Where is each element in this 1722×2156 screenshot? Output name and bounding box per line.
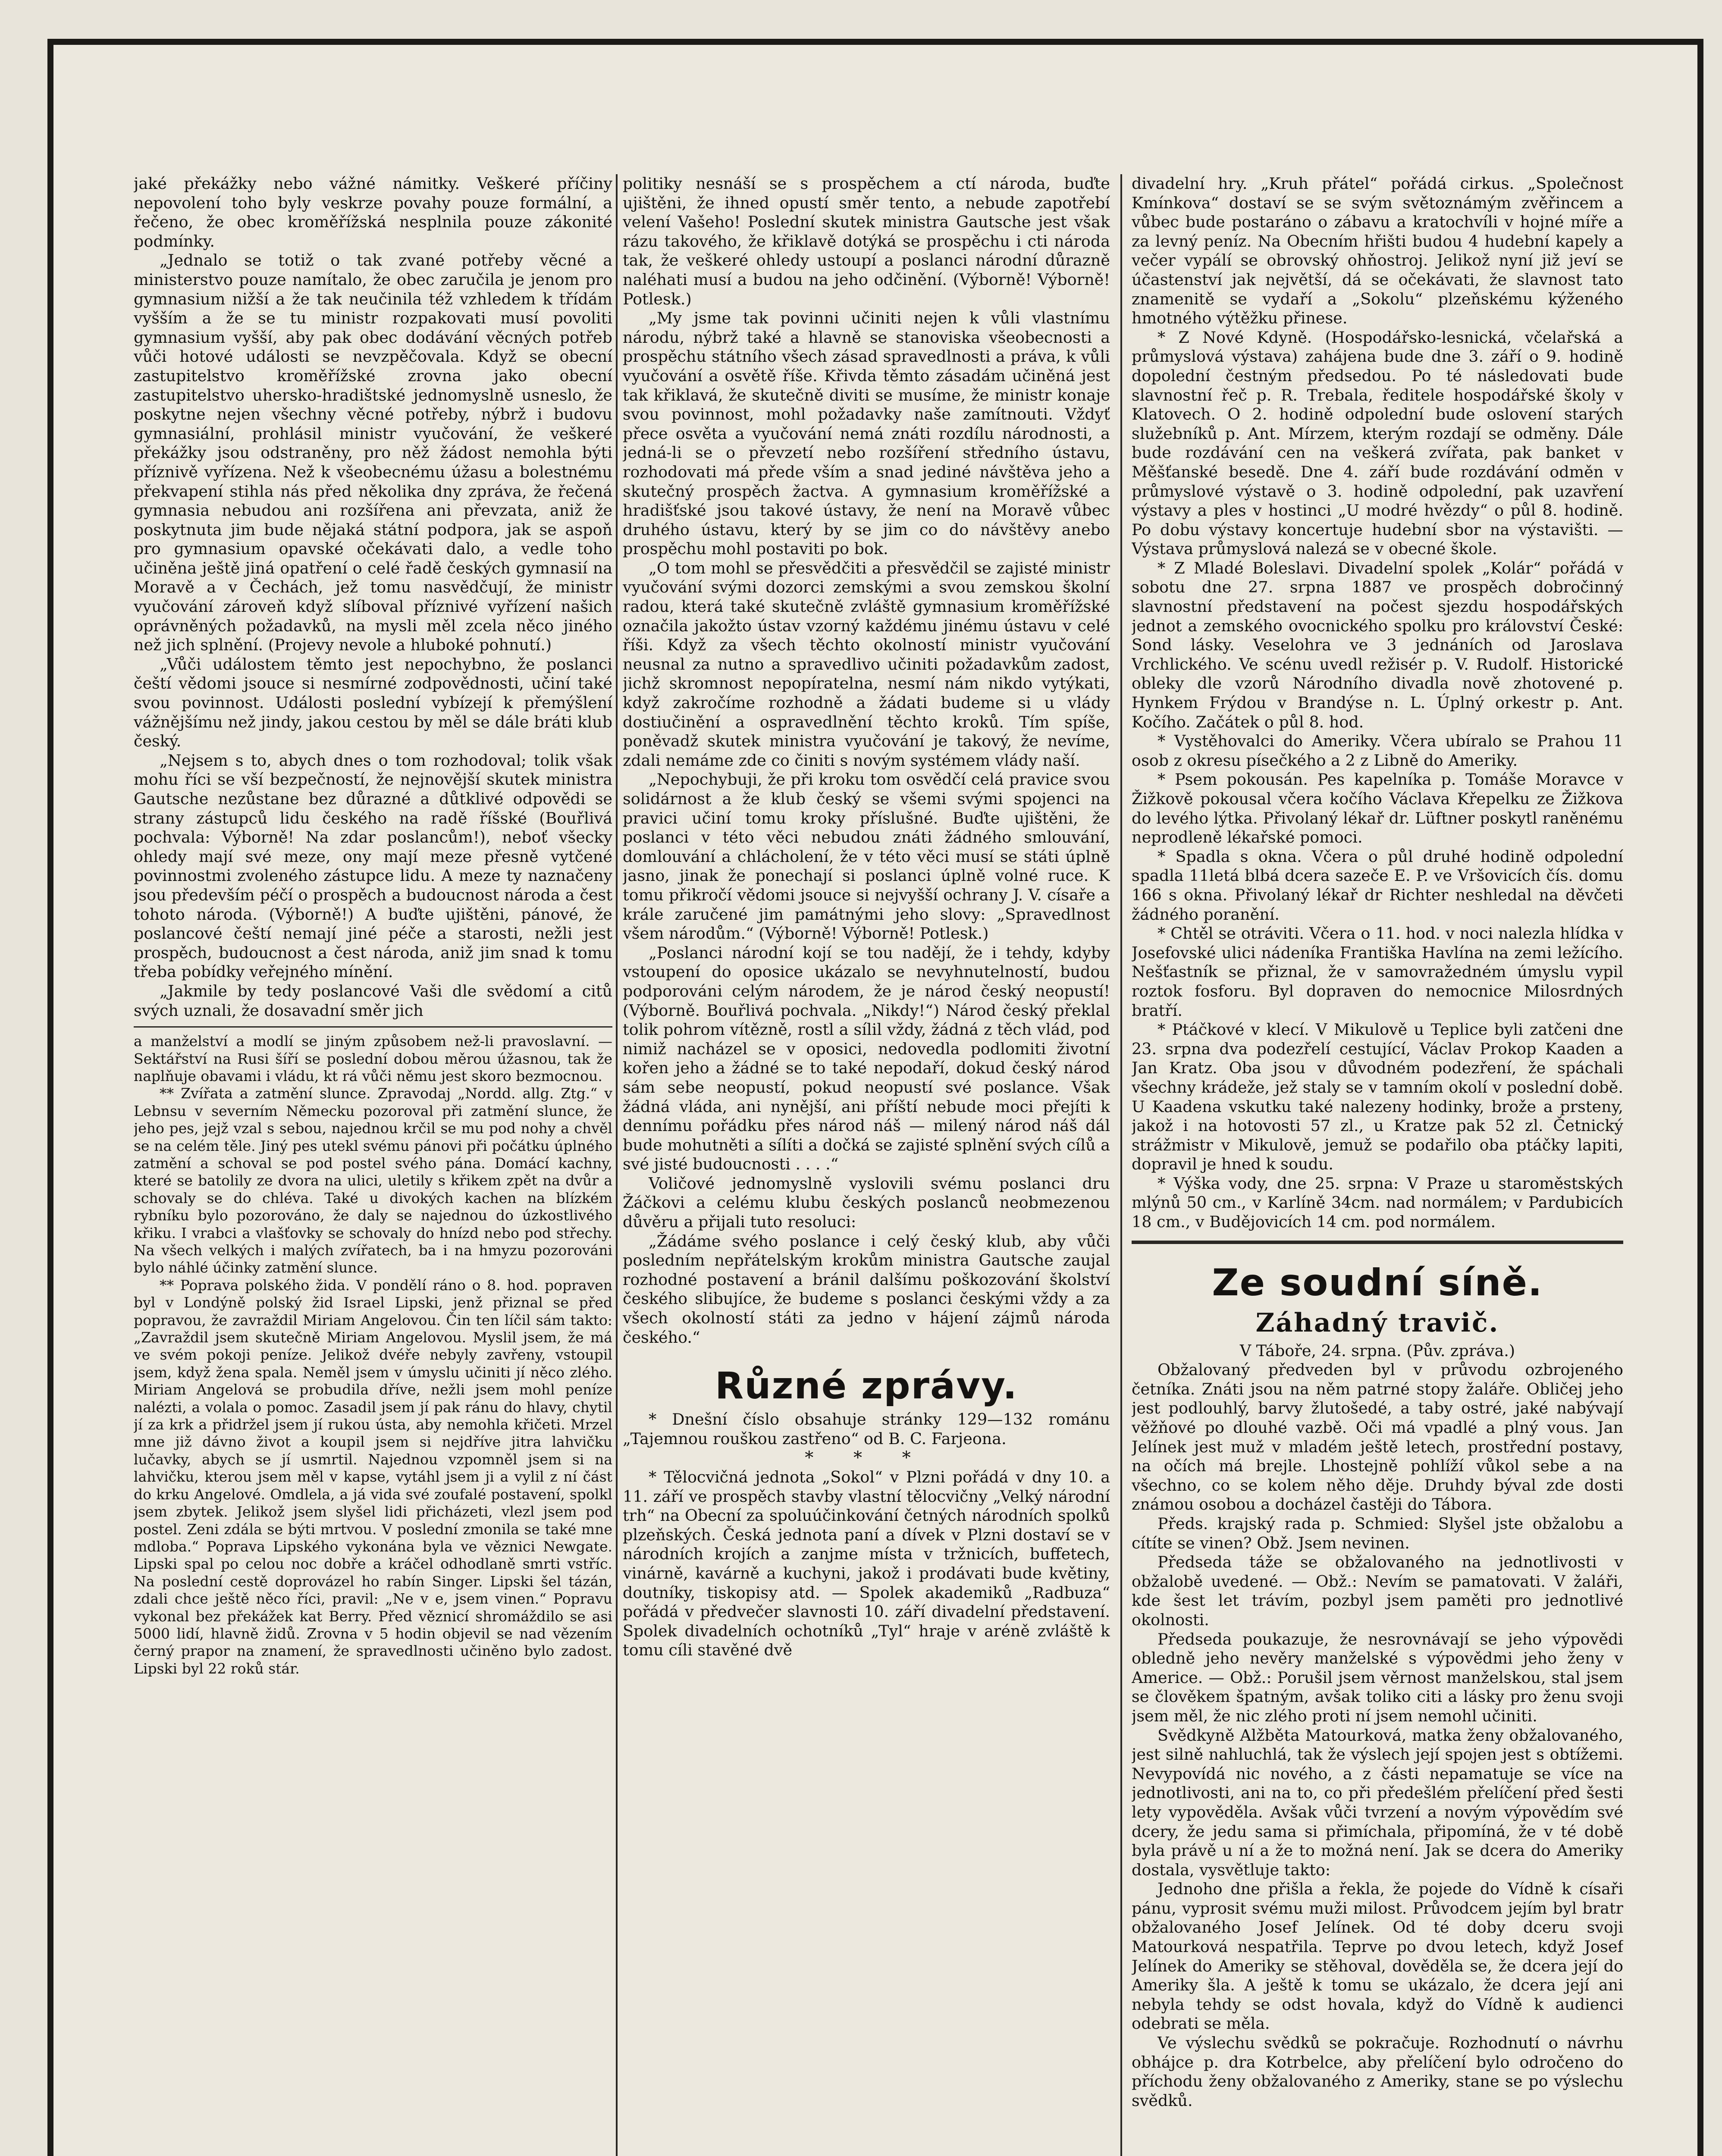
feuilleton-paragraph: a manželství a modlí se jiným způsobem než-li pravoslavní. — Sektářství na Rusi šíří se poslední dobou měrou úžasnou, tak že naplňuje obavami i vládu, kt rá vůči němu jest skoro bezmocnou. [134,1033,612,1084]
article-paragraph: jaké překážky nebo vážné námitky. Veškeré příčiny nepovolení toho byly veskrze povahy pouze formální, a řečeno, že obec kroměřížská nesplnila pouze zákonité podmínky. [134,174,612,251]
court-paragraph: Jednoho dne přišla a řekla, že pojede do Vídně k císaři pánu, vyprosit svému muži milost. Průvodcem jejím byl bratr obžalovaného Josef Jelínek. Od té doby dceru svoji Matourková nespatřila. Teprve po dvou letech, když Josef Jelínek do Ameriky se stěhoval, dověděla se, že dcera její do Ameriky šla. A ještě k tomu se ukázalo, že dcera její ani nebyla tehdy se odst hovala, když do Vídně k audienci odebrati se měla. [1132,1880,1623,2033]
news-item: * Psem pokousán. Pes kapelníka p. Tomáše Moravce v Žižkově pokousal včera kočího Václava Křepelku ze Žižkova do levého lýtka. Přivolaný lékař dr. Lüftner poskytl raněnému neprodleně lékařské pomoci. [1132,770,1623,847]
section-divider [1132,1241,1623,1244]
article-subheading: Záhadný travič. [1255,1307,1499,1338]
feuilleton-paragraph: ** Zvířata a zatmění slunce. Zpravodaj „Nordd. allg. Ztg.“ v Lebnsu v severním Německu pozoroval při zatmění slunce, že jeho pes, jejž vzal s sebou, najednou krčil se mu pod nohy a chvěl se na celém těle. Jiný pes utekl svému pánovi při počátku úplného zatmění a schoval se pod postel svého pána. Domácí kachny, které se batolily ze dvora na ulici, uletily s křikem zpět na dvůr a schovaly se do chléva. Také u divokých kachen na blízkém rybníku bylo pozorováno, že daly se najednou do úzkostlivého křiku. I vrabci a vlašťovky se schovaly do hnízd nebo pod střechy. Na všech velkých i malých zvířatech, ba i na hmyzu pozorováni bylo náhlé účinky zatmění slunce. [134,1085,612,1276]
court-paragraph: Svědkyně Alžběta Matourková, matka ženy obžalovaného, jest silně nahluchlá, tak že výslech její spojen jest s obtížemi. Nevypovídá nic nového, a z části nepamatuje se více na jednotlivosti, ani na to, co při předešlém přelíčení před šesti lety vypověděla. Avšak vůči tvrzení a novým výpovědím své dcery, že jedu sama si přimíchala, připomíná, že v té době byla právě u ní a že to možná není. Jak se dcera do Ameriky dostala, vysvětluje takto: [1132,1726,1623,1879]
court-paragraph: Obžalovaný předveden byl v průvodu ozbrojeného četníka. Znáti jsou na něm patrné stopy žaláře. Obličej jeho jest podlouhlý, barvy žlutošedé, a taby ostré, jaké nabývají věžňové po dlouhé vazbě. Oči má vpadlé a plný vous. Jan Jelínek jest muž v mladém ještě letech, prostřední postavy, na očích má brejle. Lhostejně pohlíží vůkol sebe a na všechno, co se kolem něho děje. Druhdy býval zde dosti známou osobou a docházel častěji do Tábora. [1132,1360,1623,1514]
news-item: * Z Mladé Boleslavi. Divadelní spolek „Kolár“ pořádá v sobotu dne 27. srpna 1887 ve prospěch dobročinný slavnostní představení na počest sjezdu hospodářských jednot a zemského ovocnického spolku pro království České: Sond lásky. Veselohra ve 3 jednáních od Jaroslava Vrchlického. Ve scénu uvedl režisér p. V. Rudolf. Historické obleky dle vzorů Národního divadla nově zhotovené p. Hynkem Frýdou v Brandýse n. L. Úplný orkestr p. Ant. Kočího. Začátek o půl 8. hod. [1132,558,1623,731]
column-rule [616,174,618,2156]
dateline: V Táboře, 24. srpna. (Pův. zpráva.) [1239,1341,1515,1360]
column-right [1132,174,1623,2156]
news-item: * Spadla s okna. Včera o půl druhé hodině odpolední spadla 11letá blbá dcera sazeče E. P. ve Vršovicích čís. domu 166 s okna. Přivolaný lékař dr Richter neshledal na děvčeti žádného poranění. [1132,847,1623,924]
court-paragraph: Předseda táže se obžalovaného na jednotlivosti v obžalobě uvedené. — Obž.: Nevím se pamatovati. V žaláři, kde šest let trávím, pozbyl jsem paměti pro jednotlivé okolnosti. [1132,1553,1623,1629]
article-paragraph: „Nejsem s to, abych dnes o tom rozhodoval; tolik však mohu říci se vší bezpečností, že nejnovější skutek ministra Gautsche nezůstane bez důrazné a důtklivé odpovědi se strany zástupců lidu českého na radě říšské (Bouřlivá pochvala: Výborně! Na zdar poslancům!), neboť všecky ohledy mají své meze, ony mají meze přesně vytčené povinnostmi zvoleného zástupce lidu. A meze ty naznačeny jsou především péčí o prospěch a budoucnost národa a čest tohoto národa. (Výborně!) A buďte ujištěni, pánové, že poslancové čeští nemají jiné péče a starosti, nežli jest prospěch, budoucnost a čest národa, aniž jim snad k tomu třeba pobídky veřejného mínění. [134,751,612,981]
section-heading-court: Ze soudní síně. [1212,1261,1543,1304]
feuilleton-paragraph: ** Poprava polského žida. V pondělí ráno o 8. hod. popraven byl v Londýně polský žid Israel Lipski, jenž přiznal se před popravou, že zavraždil Miriam Angelovou. Čin ten líčil sám takto: „Zavraždil jsem skutečně Miriam Angelovou. Myslil jsem, že má ve svém pokoji peníze. Jelikož dvéře nebyly zavřeny, vstoupil jsem, když žena spala. Neměl jsem v úmyslu učiniti jí něco zlého. Miriam Angelová se probudila dříve, nežli jsem mohl peníze nalézti, a volala o pomoc. Zasadil jsem jí pak ránu do hlavy, chytil jí za krk a přidržel jsem jí rukou ústa, aby nemohla křičeti. Mrzel mne již dávno život a koupil jsem si nejdříve jitra lahvičku lučavky, abych se jí usmrtil. Najednou vzpomněl jsem si na lahvičku, kterou jsem měl v kapse, vytáhl jsem ji a vylil z ní část do krku Angelové. Omdlela, a já vida své zoufalé postavení, spolkl jsem zbytek. Jelikož jsem slyšel lidi přicházeti, vlezl jsem pod postel. Zeni zdála se býti mrtvou. V poslední zmonila se také mne mdloba.“ Poprava Lipského vykonána byla ve věznici Newgate. Lipski spal po celou noc dobře a kráčel odhodlaně smrti vstříc. Na poslední cestě doprovázel ho rabín Singer. Lipski šel tázán, zdali chce ještě něco říci, pravil: „Ne v e, jsem vinen.“ Popravu vykonal bez překážek kat Berry. Před věznicí shromáždilo se asi 5000 lidí, hlavně židů. Zrovna v 5 hodin objevil se nad vězením černý prapor na znamení, že spravedlnosti učiněno bylo zadost. Lipski byl 22 roků stár. [134,1276,612,1677]
article-paragraph: „O tom mohl se přesvědčiti a přesvědčil se zajisté ministr vyučování svými dozorci zemskými a svou zemskou školní radou, která také skutečně zvláště gymnasium kroměřížské označila jakožto ústav vzorný každému jinému ústavu v celé říši. Když za všech těchto okolností ministr vyučování neusnal za nutno a spravedlivo učiniti požadavkům zadost, jichž skromnost nepopíratelna, nesmí nám nikdo vytýkati, když zakročíme rozhodně a žádati budeme si u vlády dostiučinění a ospravedlnění těchto kroků. Tím spíše, poněvadž skutek ministra vyučování je takový, že nevíme, zdali nemáme zde co činiti s novým systémem vlády naší. [623,558,1110,770]
article-paragraph: politiky nesnáší se s prospěchem a ctí národa, buďte ujištěni, že ihned opustí směr tento, a nebude zapotřebí velení Vašeho! Poslední skutek ministra Gautsche jest však rázu takového, že křiklavě dotýká se prospěchu i cti národa tak, že veškeré ohledy ustoupí a poslanci národní důrazně naléhati musí a budou na jeho odčinění. (Výborně! Výborně! Potlesk.) [623,174,1110,308]
column-middle [623,174,1110,2156]
section-divider [134,1026,612,1028]
column-left [134,174,612,2156]
news-item: divadelní hry. „Kruh přátel“ pořádá cirkus. „Společnost Kmínkova“ dostaví se se svým světoznámým zvěřincem a vůbec bude postaráno o zábavu a kratochvíli v hojné míře a za levný peníz. Na Obecním hřišti budou 4 hudební kapely a večer vypálí se obrovský ohňostroj. Jelikož nyní již jeví se účastenství jak největší, dá se očekávati, že slavnost tato znamenitě se vydaří a „Sokolu“ plzeňskému kýženého hmotného výtěžku přinese. [1132,174,1623,328]
news-item: * Ptáčkové v klecí. V Mikulově u Teplice byli zatčeni dne 23. srpna dva podezřelí cestující, Václav Prokop Kaaden a Jan Kratz. Oba jsou v důvodném podezření, že spáchali všechny krádeže, jež staly se v tamním okolí v poslední době. U Kaadena vskutku také nalezeny hodinky, brože a prsteny, jakož i na hotovosti 57 zl., u Kratze pak 52 zl. Četnický strážmistr v Mikulově, jemuž se podařilo oba ptáčky lapiti, dopravil je hned k soudu. [1132,1020,1623,1174]
section-heading-news: Různé zprávy. [715,1364,1018,1408]
court-paragraph: Předseda poukazuje, že nesrovnávají se jeho výpovědi obledně jeho nevěry manželské s výpovědmi jeho ženy v Americe. — Obž.: Porušil jsem věrnost manželskou, stal jsem se člověkem špatným, avšak toliko citi a lásky pro ženu svoji jsem měl, že nic zlého proti ní jsem nemohl učiniti. [1132,1630,1623,1725]
news-item: * Výška vody, dne 25. srpna: V Praze u staroměstských mlýnů 50 cm., v Karlíně 34cm. nad normálem; v Pardubicích 18 cm., v Budějovicích 14 cm. pod normálem. [1132,1174,1623,1232]
article-paragraph: „Vůči událostem těmto jest nepochybno, že poslanci čeští vědomi jsouce si nesmírné zodpovědnosti, učiní také svou povinnost. Události poslední vybízejí k přemýšlení vážnějšímu než jindy, jakou cestou by měl se dále bráti klub český. [134,655,612,751]
article-paragraph: „Nepochybuji, že při kroku tom osvědčí celá pravice svou solidárnost a že klub český se všemi svými spojenci na pravici učiní tomu kroky příslušné. Buďte ujištěni, že poslanci v této věci nebudou znáti žádného smlouvání, domlouvání a chlácholení, že v této věci musí se státi úplně jasno, jinak že ponechají si poslanci úplně volné ruce. K tomu přikročí vědomi jsouce si nejvyšší ochrany J. V. císaře a krále zaručené jim památnými jeho slovy: „Spravedlnost všem národům.“ (Výborně! Výborně! Potlesk.) [623,770,1110,943]
article-paragraph: „Jednalo se totiž o tak zvané potřeby věcné a ministerstvo pouze namítalo, že obec zaručila je jenom pro gymnasium nižší a že tak neučinila též vzhledem k třídám vyšším a že se tu ministr rozpakovati musí povoliti gymnasium vyšší, aby pak obec dodávání věcných potřeb vůči hotové události se nevzpěčovala. Když se obecní zastupitelstvo kroměřížské zrovna jako obecní zastupitelstvo uhersko-hradištské jednomyslně usneslo, že poskytne nejen všechny věcné potřeby, nýbrž i budovu gymnasiální, prohlásil ministr vyučování, že veškeré překážky jsou odstraněny, pro něž žádost nemohla býti příznivě vyřízena. Než k všeobecnému úžasu a bolestnému překvapení stihla nás před několika dny zpráva, že řečená gymnasia nebudou ani rozšířena ani převzata, aniž že poskytnuta jim bude nějaká státní podpora, jak se aspoň pro gymnasium opavské očekávati dalo, a vedle toho učiněna ještě jiná opatření o celé řadě českých gymnasií na Moravě a v Čechách, jež tomu nasvědčují, že ministr vyučování zároveň když slíboval příznivé vyřízení našich oprávněných požadavků, na mysli měl zcela něco jiného než jich splnění. (Projevy nevole a hluboké pohnutí.) [134,251,612,655]
news-item: * Dnešní číslo obsahuje stránky 129—132 románu „Tajemnou rouškou zastřeno“ od B. C. Farjeona. [623,1410,1110,1448]
newspaper-page [47,39,1703,2156]
news-item: * Chtěl se otráviti. Včera o 11. hod. v noci nalezla hlídka v Josefovské ulici nádeníka Františka Havlína na zemi ležícího. Nešťastník se přiznal, že v samovražedném úmyslu vypil roztok fosforu. Byl dopraven do nemocnice Milosrdných bratří. [1132,924,1623,1020]
article-paragraph: „Žádáme svého poslance i celý český klub, aby vůči posledním nepřátelským krokům ministra Gautsche zaujal rozhodné postavení a bránil dalšímu poškozování školství českého slibujíce, že budeme s poslanci českými vždy a za všech okolností státi za jedno v hájení zájmů národa českého.“ [623,1232,1110,1347]
news-item: * Z Nové Kdyně. (Hospodářsko-lesnická, včelařská a průmyslová výstava) zahájena bude dne 3. září o 9. hodině dopolední čestným předsedou. Po té následovati bude slavnostní řeč p. R. Trebala, ředitele hospodářské školy v Klatovech. O 2. hodině odpolední bude oslovení starých služebníků p. Ant. Mírzem, kterým rozdají se odměny. Dále bude rozdávání cen na veškerá zvířata, pak banket v Měšťanské besedě. Dne 4. září bude rozdávání odměn v průmyslové výstavě o 3. hodině odpolední, pak uzavření výstavy a ples v hostinci „U modré hvězdy“ o půl 8. hodině. Po dobu výstavy koncertuje hudební sbor na výstavišti. — Výstava průmyslová nalezá se v obecné škole. [1132,328,1623,558]
article-paragraph: „My jsme tak povinni učiniti nejen k vůli vlastnímu národu, nýbrž také a hlavně se stanoviska všeobecnosti a prospěchu státního všech zásad spravedlnosti a práva, k vůli vyučování a osvětě říše. Křivda těmto zásadám učiněná jest tak křiklavá, že skutečně diviti se musíme, že ministr konaje svou povinnost, mohl požadavky naše zamítnouti. Vždyť přece osvěta a vyučování nemá znáti rozdílu národnosti, a jedná-li se o převzetí nebo rozšíření středního ústavu, rozhodovati má přede vším a snad jediné návštěva jeho a skutečný prospěch žactva. A gymnasium kroměřížské a hradišťské jsou takové ústavy, že není na Moravě vůbec druhého ústavu, který by se jim co do návštěvy anebo prospěchu mohl postaviti po bok. [623,309,1110,558]
court-paragraph: Ve výslechu svědků se pokračuje. Rozhodnutí o návrhu obhájce p. dra Kotrbelce, aby přelíčení bylo odročeno do příchodu ženy obžalovaného z Ameriky, stane se po výslechu svědků. [1132,2034,1623,2110]
column-rule [1120,174,1122,2156]
separator-stars: * * * [805,1448,928,1468]
news-item: * Tělocvičná jednota „Sokol“ v Plzni pořádá v dny 10. a 11. září ve prospěch stavby vlastní tělocvičny „Velký národní trh“ na Obecní za spoluúčinkování četných národních spolků plzeňských. Česká jednota paní a dívek v Plzni dostaví se v národních krojích a zanjme místa v tržnicích, buffetech, vinárně, kavárně a kuchyni, jakož i prodávati bude květiny, doutníky, tiskopisy atd. — Spolek akademiků „Radbuza“ pořádá v předvečer slavnosti 10. září divadelní představení. Spolek divadelních ochotníků „Tyl“ hraje v aréně zvláště k tomu cíli stavěné dvě [623,1468,1110,1660]
article-paragraph: „Poslanci národní kojí se tou nadějí, že i tehdy, kdyby vstoupení do oposice ukázalo se nevyhnutelností, budou podporováni celým národem, že je národ český neopustí! (Výborně. Bouřlivá pochvala. „Nikdy!“) Národ český překlal tolik pohrom vítězně, rostl a sílil vždy, žádná z těch vlád, pod nimiž nacházel se v oposici, nedovedla podlomiti životní kořen jeho a žádné se to také nepodaří, dokud český národ sám sebe neopustí, pokud neopustí své poslance. Však žádná vláda, ani nynější, ani příští nebude moci přejíti k dennímu pořádku přes národ náš — milený národ náš dál bude mohutněti a sílíti a dočká se zajisté splnění svých cílů a své jisté budoucnosti . . . .“ [623,943,1110,1174]
article-paragraph: Voličové jednomyslně vyslovili svému poslanci dru Žáčkovi a celému klubu českých poslanců neobmezenou důvěru a přijali tuto resoluci: [623,1174,1110,1232]
news-item: * Vystěhovalci do Ameriky. Včera ubíralo se Prahou 11 osob z okresu písečkého a 2 z Libně do Ameriky. [1132,732,1623,770]
article-paragraph: „Jakmile by tedy poslancové Vaši dle svědomí a citů svých uznali, že dosavadní směr jich [134,981,612,1020]
court-paragraph: Předs. krajský rada p. Schmied: Slyšel jste obžalobu a cítíte se vinen? Obž. Jsem nevinen. [1132,1514,1623,1552]
